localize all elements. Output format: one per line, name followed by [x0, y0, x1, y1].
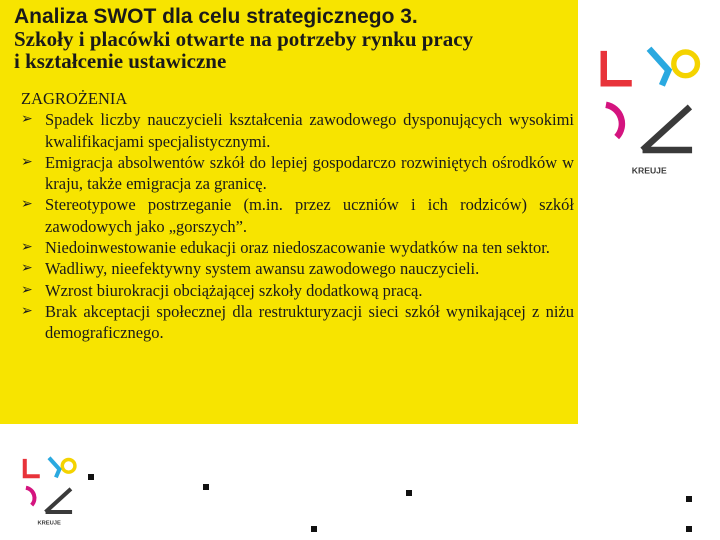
list-item: [21, 109, 574, 152]
decorative-dot: [203, 484, 209, 490]
list-item: [21, 152, 574, 195]
decorative-dot: [88, 474, 94, 480]
logo-text: KREUJE: [631, 165, 667, 176]
list-item-text: Spadek liczby nauczycieli kształcenia zawodowego dysponujących wysokimi kwalifikacjami specjalistycznymi.: [45, 110, 574, 151]
list-item: [21, 258, 574, 279]
section-heading: ZAGROŻENIA: [21, 89, 128, 108]
arrow-bullet-icon: ➢: [21, 153, 33, 170]
decorative-dot: [311, 526, 317, 532]
decorative-dot: [686, 496, 692, 502]
arrow-bullet-icon: ➢: [21, 302, 33, 319]
list-item-text: Emigracja absolwentów szkół do lepiej gospodarczo rozwiniętych ośrodków w kraju, także emigracja za granicę.: [45, 152, 574, 194]
list-item: [21, 301, 574, 344]
arrow-bullet-icon: ➢: [21, 281, 33, 298]
decorative-dot: [406, 490, 412, 496]
title-line-3: i kształcenie ustawiczne: [14, 49, 227, 73]
threats-list: [21, 109, 574, 343]
list-item-text: Wadliwy, nieefektywny system awansu zawodowego nauczycieli.: [45, 259, 480, 279]
kreuje-logo-large: [594, 38, 704, 178]
logo-text: KREUJE: [37, 520, 61, 527]
decorative-dot: [686, 526, 692, 532]
list-item-text: Niedoinwestowanie edukacji oraz niedoszacowanie wydatków na ten sektor.: [45, 238, 550, 258]
list-item-text: Wzrost biurokracji obciążającej szkoły dodatkową pracą.: [45, 280, 423, 300]
list-item: [21, 194, 574, 237]
list-item-text: Brak akceptacji społecznej dla restrukturyzacji sieci szkół wynikającej z niżu demograficznego.: [45, 301, 574, 343]
slide-title: [14, 6, 574, 72]
arrow-bullet-icon: ➢: [21, 260, 33, 277]
title-line-2: Szkoły i placówki otwarte na potrzeby rynku pracy: [14, 27, 474, 51]
arrow-bullet-icon: ➢: [21, 111, 33, 128]
arrow-bullet-icon: ➢: [21, 239, 33, 256]
threats-section: [21, 88, 574, 344]
arrow-bullet-icon: ➢: [21, 196, 33, 213]
title-line-1: Analiza SWOT dla celu strategicznego 3.: [14, 5, 418, 28]
list-item: [21, 280, 574, 301]
list-item-text: Stereotypowe postrzeganie (m.in. przez uczniów i ich rodziców) szkół zawodowych jako „gorszych”.: [45, 195, 574, 236]
kreuje-logo-small: [20, 452, 78, 527]
list-item: [21, 237, 574, 258]
